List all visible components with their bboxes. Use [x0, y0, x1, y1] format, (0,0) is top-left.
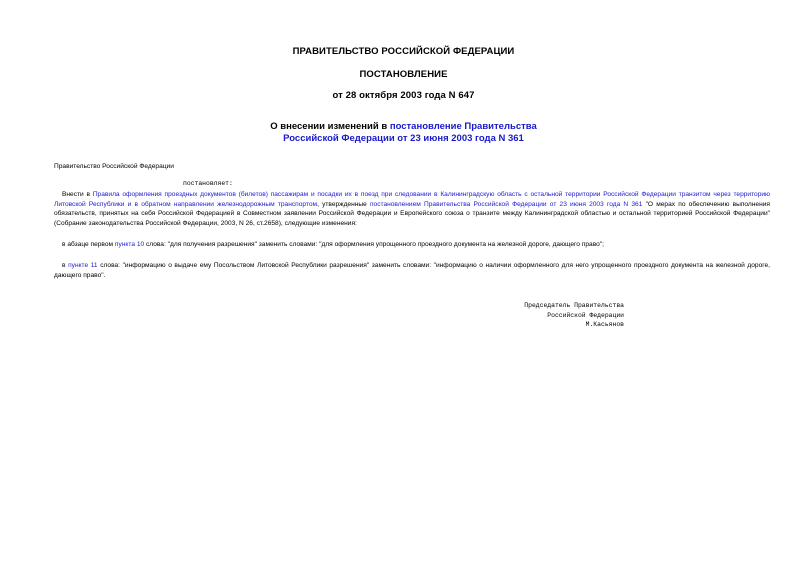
paragraph-rest: "О мерах по обеспечению выполнения обязательств, принятых на себя Российской Федерацией в Совместном заявлении Российской Федерации и Европейского союза о транзите между Калининградской областью и остальной территорией Российской Федерации" (Собрание законодательства Российской Федерации, 2003, N 26, ст.2658), следующие изменения:: [54, 200, 770, 227]
main-paragraph: [54, 190, 770, 228]
item1-intro: в абзаце первом: [62, 241, 115, 248]
clause-10-link[interactable]: пункта 10: [114, 241, 145, 248]
paragraph-intro: Внести в: [62, 191, 93, 198]
document-type-heading: ПОСТАНОВЛЕНИЕ: [359, 69, 448, 80]
subject-decree-link[interactable]: постановление Правительства: [389, 121, 537, 132]
item2-intro: в: [62, 262, 69, 269]
amendment-item-1: [54, 240, 770, 250]
rules-link[interactable]: Правила оформления проездных документов (билетов) пассажирам и посадки их в поезд при следовании в Калининградскую область с остальной территории Российской Федерации транзитом через территорию Литовской Республики и в обратном направлении железнодорожным транспортом: [54, 191, 770, 208]
signature-title-line2: Российской Федерации: [547, 311, 624, 319]
subject-prefix: О внесении изменений в: [270, 121, 390, 132]
clause-11-link[interactable]: пункте 11: [68, 262, 98, 269]
signature-title-line1: Председатель Правительства: [524, 302, 624, 309]
document-subject: [0, 121, 807, 145]
item2-text: слова: "информацию о выдаче ему Посольством Литовской Республики разрешения" заменить словами: "информацию о наличии оформленного для него упрощенного проездного документа на железной дороге, дающего право".: [54, 262, 770, 279]
item1-text: слова: "для получения разрешения" заменить словами: "для оформления упрощенного проездного документа на железной дороге, дающего право";: [144, 241, 604, 248]
signature-block: [516, 301, 624, 330]
date-number-heading: от 28 октября 2003 года N 647: [332, 90, 475, 101]
resolves-word: постановляет:: [183, 180, 233, 187]
amendment-item-2: [54, 261, 770, 280]
subject-decree-link-continued[interactable]: Российской Федерации от 23 июня 2003 года N 361: [283, 133, 524, 144]
government-line: Правительство Российской Федерации: [54, 163, 174, 170]
decree-361-link[interactable]: постановлением Правительства Российской Федерации от 23 июня 2003 года N 361: [369, 200, 643, 208]
government-heading: ПРАВИТЕЛЬСТВО РОССИЙСКОЙ ФЕДЕРАЦИИ: [292, 46, 515, 57]
signature-name: М.Касьянов: [585, 321, 624, 328]
paragraph-approved: , утвержденные: [317, 200, 370, 208]
